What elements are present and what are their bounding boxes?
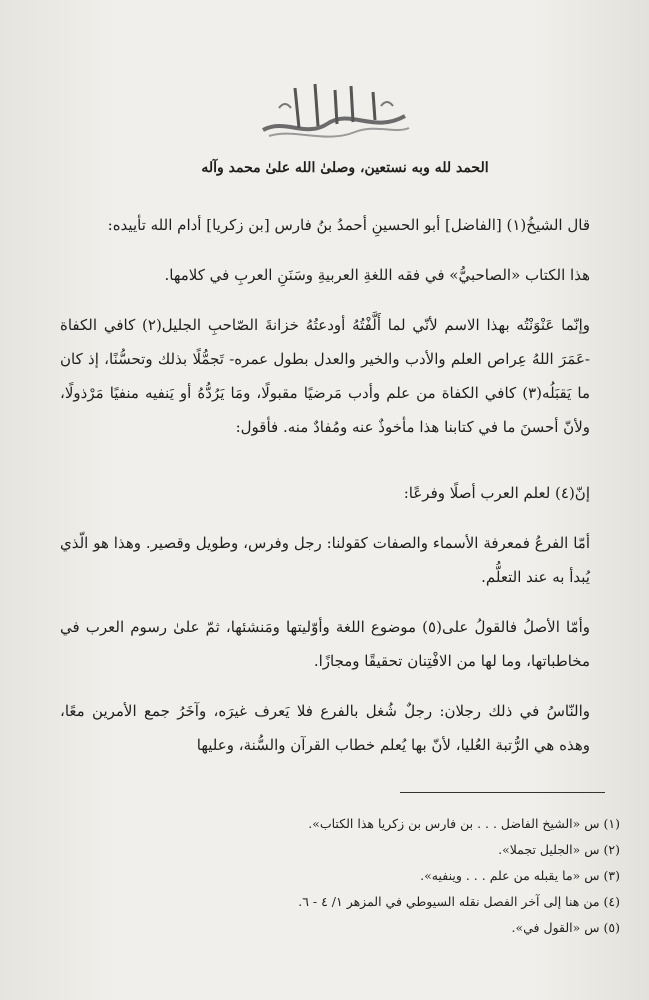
paragraph-7: والنّاسُ في ذلك رجلان: رجلٌ شُغل بالفرع فلا يَعرف غيرَه، وآخَرُ جمع الأمرين معًا، وهذه هي الرُّتبة العُليا، لأنّ بها يُعلم خطاب القرآن والسُّنة، وعليها [60,702,590,754]
basmala-text: بسم الله الرحمن الرحيم [329,146,341,147]
paragraph-6: وأمّا الأصلُ فالقولُ على(٥) موضوع اللغة وأوّليتها ومَنشئها، ثمّ علىٰ رسوم العرب في مخاطباتها، وما لها من الافْتِنان تحقيقًا ومجازًا. [60,618,590,670]
footnote-2: (٢) س «الجليل تجملا». [498,842,620,857]
footnote-1: (١) س «الشيخ الفاضل . . . بن فارس بن زكريا هذا الكتاب». [308,816,620,831]
paragraph-2: هذا الكتاب «الصاحبيُّ» في فقه اللغةِ العربيةِ وسَنَنِ العربِ في كلامها. [164,266,590,284]
footnote-5: (٥) س «القول في». [511,920,620,935]
doxology-line: الحمد لله وبه نستعين، وصلىٰ الله علىٰ محمد وآله [201,160,489,176]
paragraph-3: وإنّما عَنْوَنْتُه بهذا الاسم لأنّي لما أَلَّفْتُهُ أودعتُهُ خزانةَ الصّاحبِ الجليل(٢) كافي الكفاة -عَمَرَ اللهُ عِراص العلم والأدب والخير والعدل بطول عمره- تَجمُّلًا بذلك وتحسُّنًا، إذ كان ما يَقبَلُه(٣) كافي الكفاة من علم وأدب مَرضيًا مقبولًا، ومَا يَرُدُّهُ أو يَنفيه منفيًا مَرْذولًا، ولأنّ أحسنَ ما في كتابنا هذا مأخوذٌ عنه ومُفادٌ منه. فأقول: [60,316,591,436]
footnote-divider [400,792,605,793]
footnote-4: (٤) من هنا إلى آخر الفصل نقله السيوطي في المزهر ١/ ٤ - ٦. [298,894,620,909]
footnote-3: (٣) س «ما يقبله من علم . . . وينفيه». [420,868,620,883]
paragraph-5: أمّا الفرعُ فمعرفة الأسماء والصفات كقولنا: رجل وفرس، وطويل وقصير. وهذا هو الّذي يُبدأ به عند التعلُّم. [60,534,590,586]
paragraph-4: إنّ(٤) لعلم العرب أصلًا وفرعًا: [403,484,590,502]
basmala-calligraphy [255,78,415,150]
paragraph-1: قال الشيخُ(١) [الفاضل] أبو الحسينِ أحمدُ بنُ فارس [بن زكريا] أدام الله تأييده: [107,216,590,234]
